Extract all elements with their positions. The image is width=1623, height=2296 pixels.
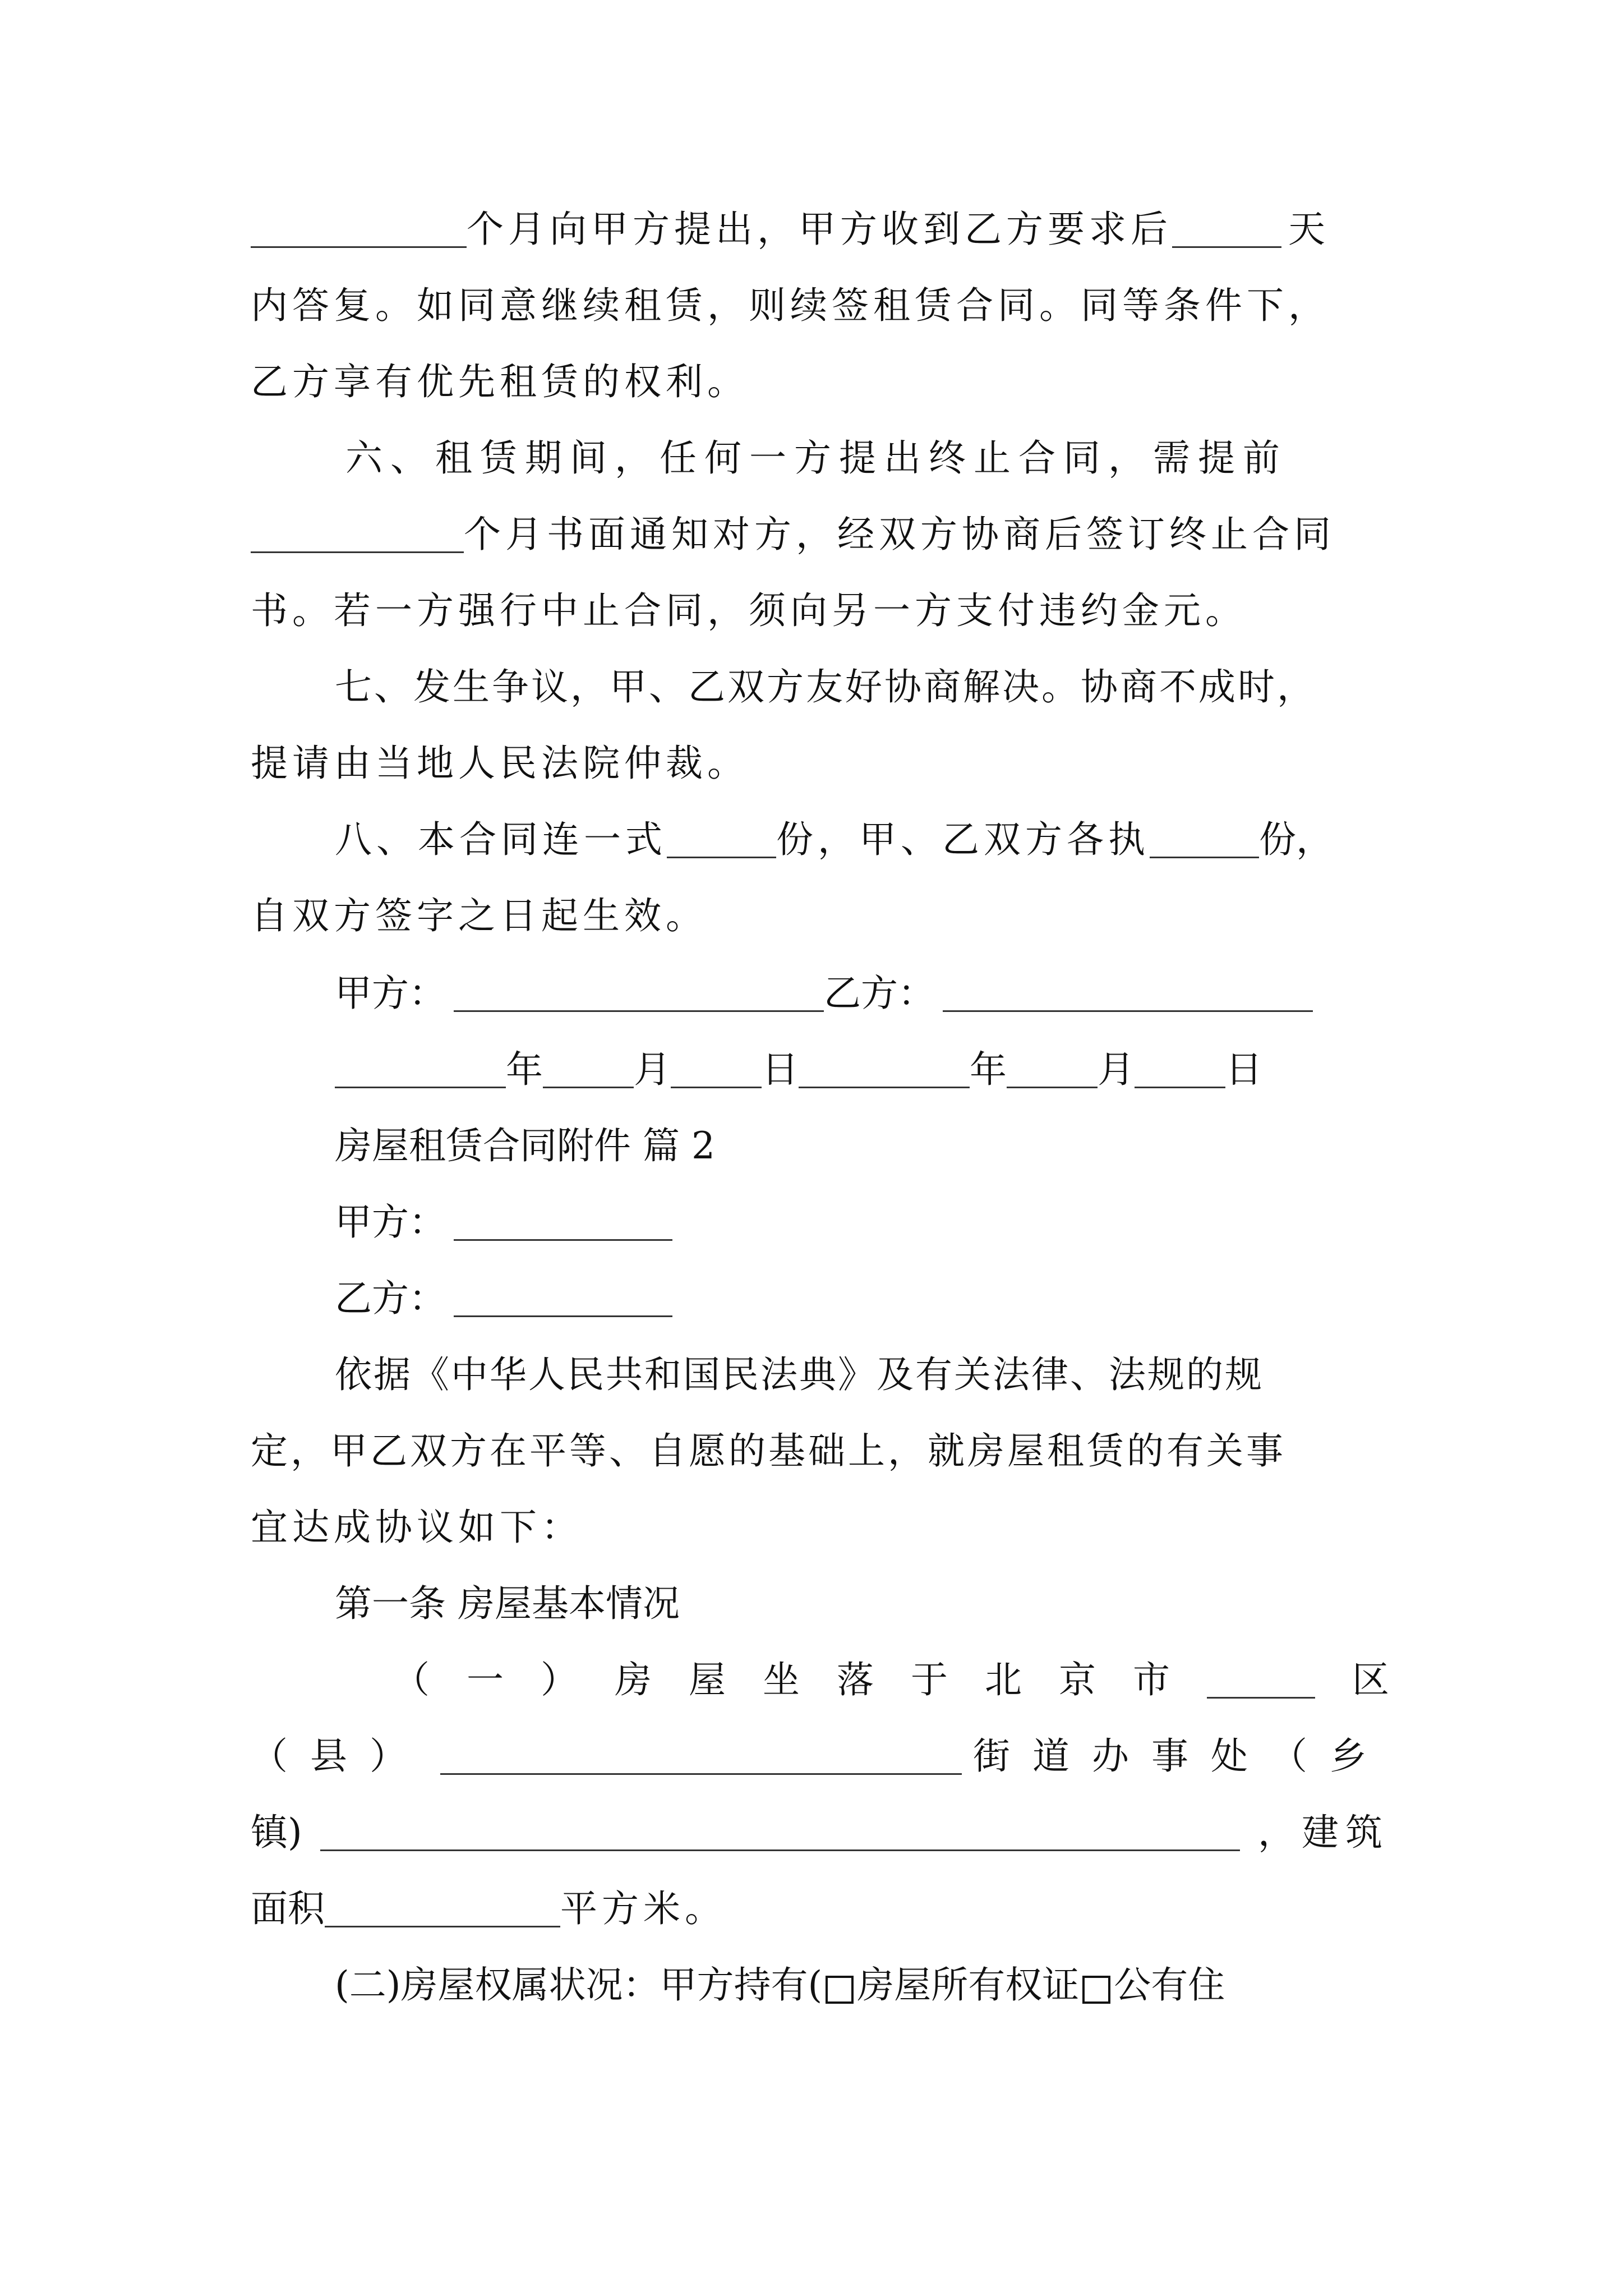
text-line: [251, 742, 1389, 785]
text-segment: 房屋租赁合同附件 篇 2: [335, 1124, 715, 1167]
text-line: [335, 1353, 1389, 1396]
blank-underline: [1172, 214, 1281, 248]
signature-line: [335, 972, 1389, 1015]
text-segment: 天: [1288, 208, 1325, 251]
text-segment: 份，甲、乙双方各执: [776, 818, 1150, 861]
public-housing-checkbox[interactable]: [1082, 1976, 1110, 2004]
town-blank: [320, 1817, 1240, 1851]
area-blank: [325, 1893, 560, 1927]
text-line: [251, 1506, 1389, 1549]
year-label: 年: [970, 1048, 1007, 1091]
text-line: [251, 208, 1389, 251]
text-segment: 房屋所有权证: [857, 1963, 1080, 2007]
day-label: 日: [1225, 1048, 1262, 1091]
text-segment: 书。若一方强行中止合同，须向另一方支付违约金元。: [251, 589, 1247, 632]
text-line: [251, 1429, 1389, 1473]
text-line: [251, 360, 1389, 403]
party-b-label: 乙方：: [335, 1277, 446, 1320]
blank-underline: [667, 824, 776, 858]
text-segment: 定，甲乙双方在平等、自愿的基础上，就房屋租赁的有关事: [251, 1429, 1286, 1473]
text-segment: 七、发生争议，甲、乙双方友好协商解决。协商不成时，: [335, 665, 1316, 708]
party-b-line: [335, 1277, 1389, 1320]
text-segment: 份，: [1259, 818, 1333, 861]
text-line: [251, 1811, 1389, 1854]
text-line: [335, 665, 1389, 708]
text-segment: 提请由当地人民法院仲裁。: [251, 742, 749, 785]
text-segment: 镇): [251, 1811, 302, 1854]
blank-underline: [1007, 1054, 1098, 1088]
text-line: [251, 284, 1389, 327]
year-label: 年: [506, 1048, 543, 1091]
text-line: [335, 818, 1389, 861]
party-b-signature-blank: [943, 978, 1313, 1012]
street-blank: [440, 1741, 962, 1775]
blank-underline: [1150, 824, 1259, 858]
party-b-blank: [454, 1283, 672, 1317]
text-line: [393, 1658, 1389, 1701]
day-label: 日: [762, 1048, 799, 1091]
text-segment: 依据《中华人民共和国民法典》及有关法律、法规的规: [335, 1353, 1264, 1396]
text-segment: 八、本合同连一式: [335, 818, 667, 861]
text-segment: ，建筑: [1258, 1811, 1389, 1854]
text-segment: 自双方签字之日起生效。: [251, 894, 707, 937]
text-segment: 个月向甲方提出，甲方收到乙方要求后: [467, 208, 1172, 251]
text-segment: 区: [1352, 1658, 1389, 1701]
party-a-signature-blank: [454, 978, 824, 1012]
party-b-label: 乙方：: [824, 972, 935, 1015]
section-heading: [335, 1124, 1389, 1167]
blank-underline: [671, 1054, 762, 1088]
blank-underline: [799, 1054, 970, 1088]
text-line: [335, 1963, 1389, 2007]
ownership-certificate-checkbox[interactable]: [826, 1976, 854, 2004]
party-a-label: 甲方：: [335, 1200, 446, 1244]
text-segment: 个月书面通知对方，经双方协商后签订终止合同: [464, 513, 1335, 556]
text-line: [251, 513, 1389, 556]
blank-underline: [335, 1054, 506, 1088]
month-label: 月: [1098, 1048, 1135, 1091]
text-line: [345, 436, 1389, 480]
text-segment: (二)房屋权属状况：甲方持有(: [335, 1963, 823, 2007]
date-line: [335, 1048, 1389, 1091]
party-a-label: 甲方：: [335, 972, 446, 1015]
article-heading: [335, 1582, 1389, 1625]
text-segment: 街道办事处（乡: [973, 1734, 1389, 1778]
blank-underline: [251, 214, 467, 248]
text-segment: 内答复。如同意继续租赁，则续签租赁合同。同等条件下，: [251, 284, 1330, 327]
month-label: 月: [634, 1048, 671, 1091]
party-a-line: [335, 1200, 1389, 1244]
blank-underline: [251, 519, 464, 553]
text-segment: （一）房屋坐落于北京市: [393, 1658, 1207, 1701]
text-line: [251, 589, 1389, 632]
text-segment: 平方米。: [560, 1887, 726, 1930]
text-segment: （县）: [251, 1734, 429, 1778]
text-line: [251, 1734, 1389, 1778]
blank-underline: [543, 1054, 634, 1088]
party-a-blank: [454, 1207, 672, 1241]
text-segment: 面积: [251, 1887, 325, 1930]
text-segment: 宜达成协议如下：: [251, 1506, 583, 1549]
text-line: [251, 1887, 1389, 1930]
district-blank: [1207, 1664, 1315, 1699]
text-line: [251, 894, 1389, 937]
text-segment: 乙方享有优先租赁的权利。: [251, 360, 749, 403]
blank-underline: [1135, 1054, 1225, 1088]
text-segment: 六、租赁期间，任何一方提出终止合同，需提前: [345, 436, 1288, 480]
text-segment: 公有住: [1114, 1963, 1225, 2007]
text-segment: 第一条 房屋基本情况: [335, 1582, 680, 1625]
